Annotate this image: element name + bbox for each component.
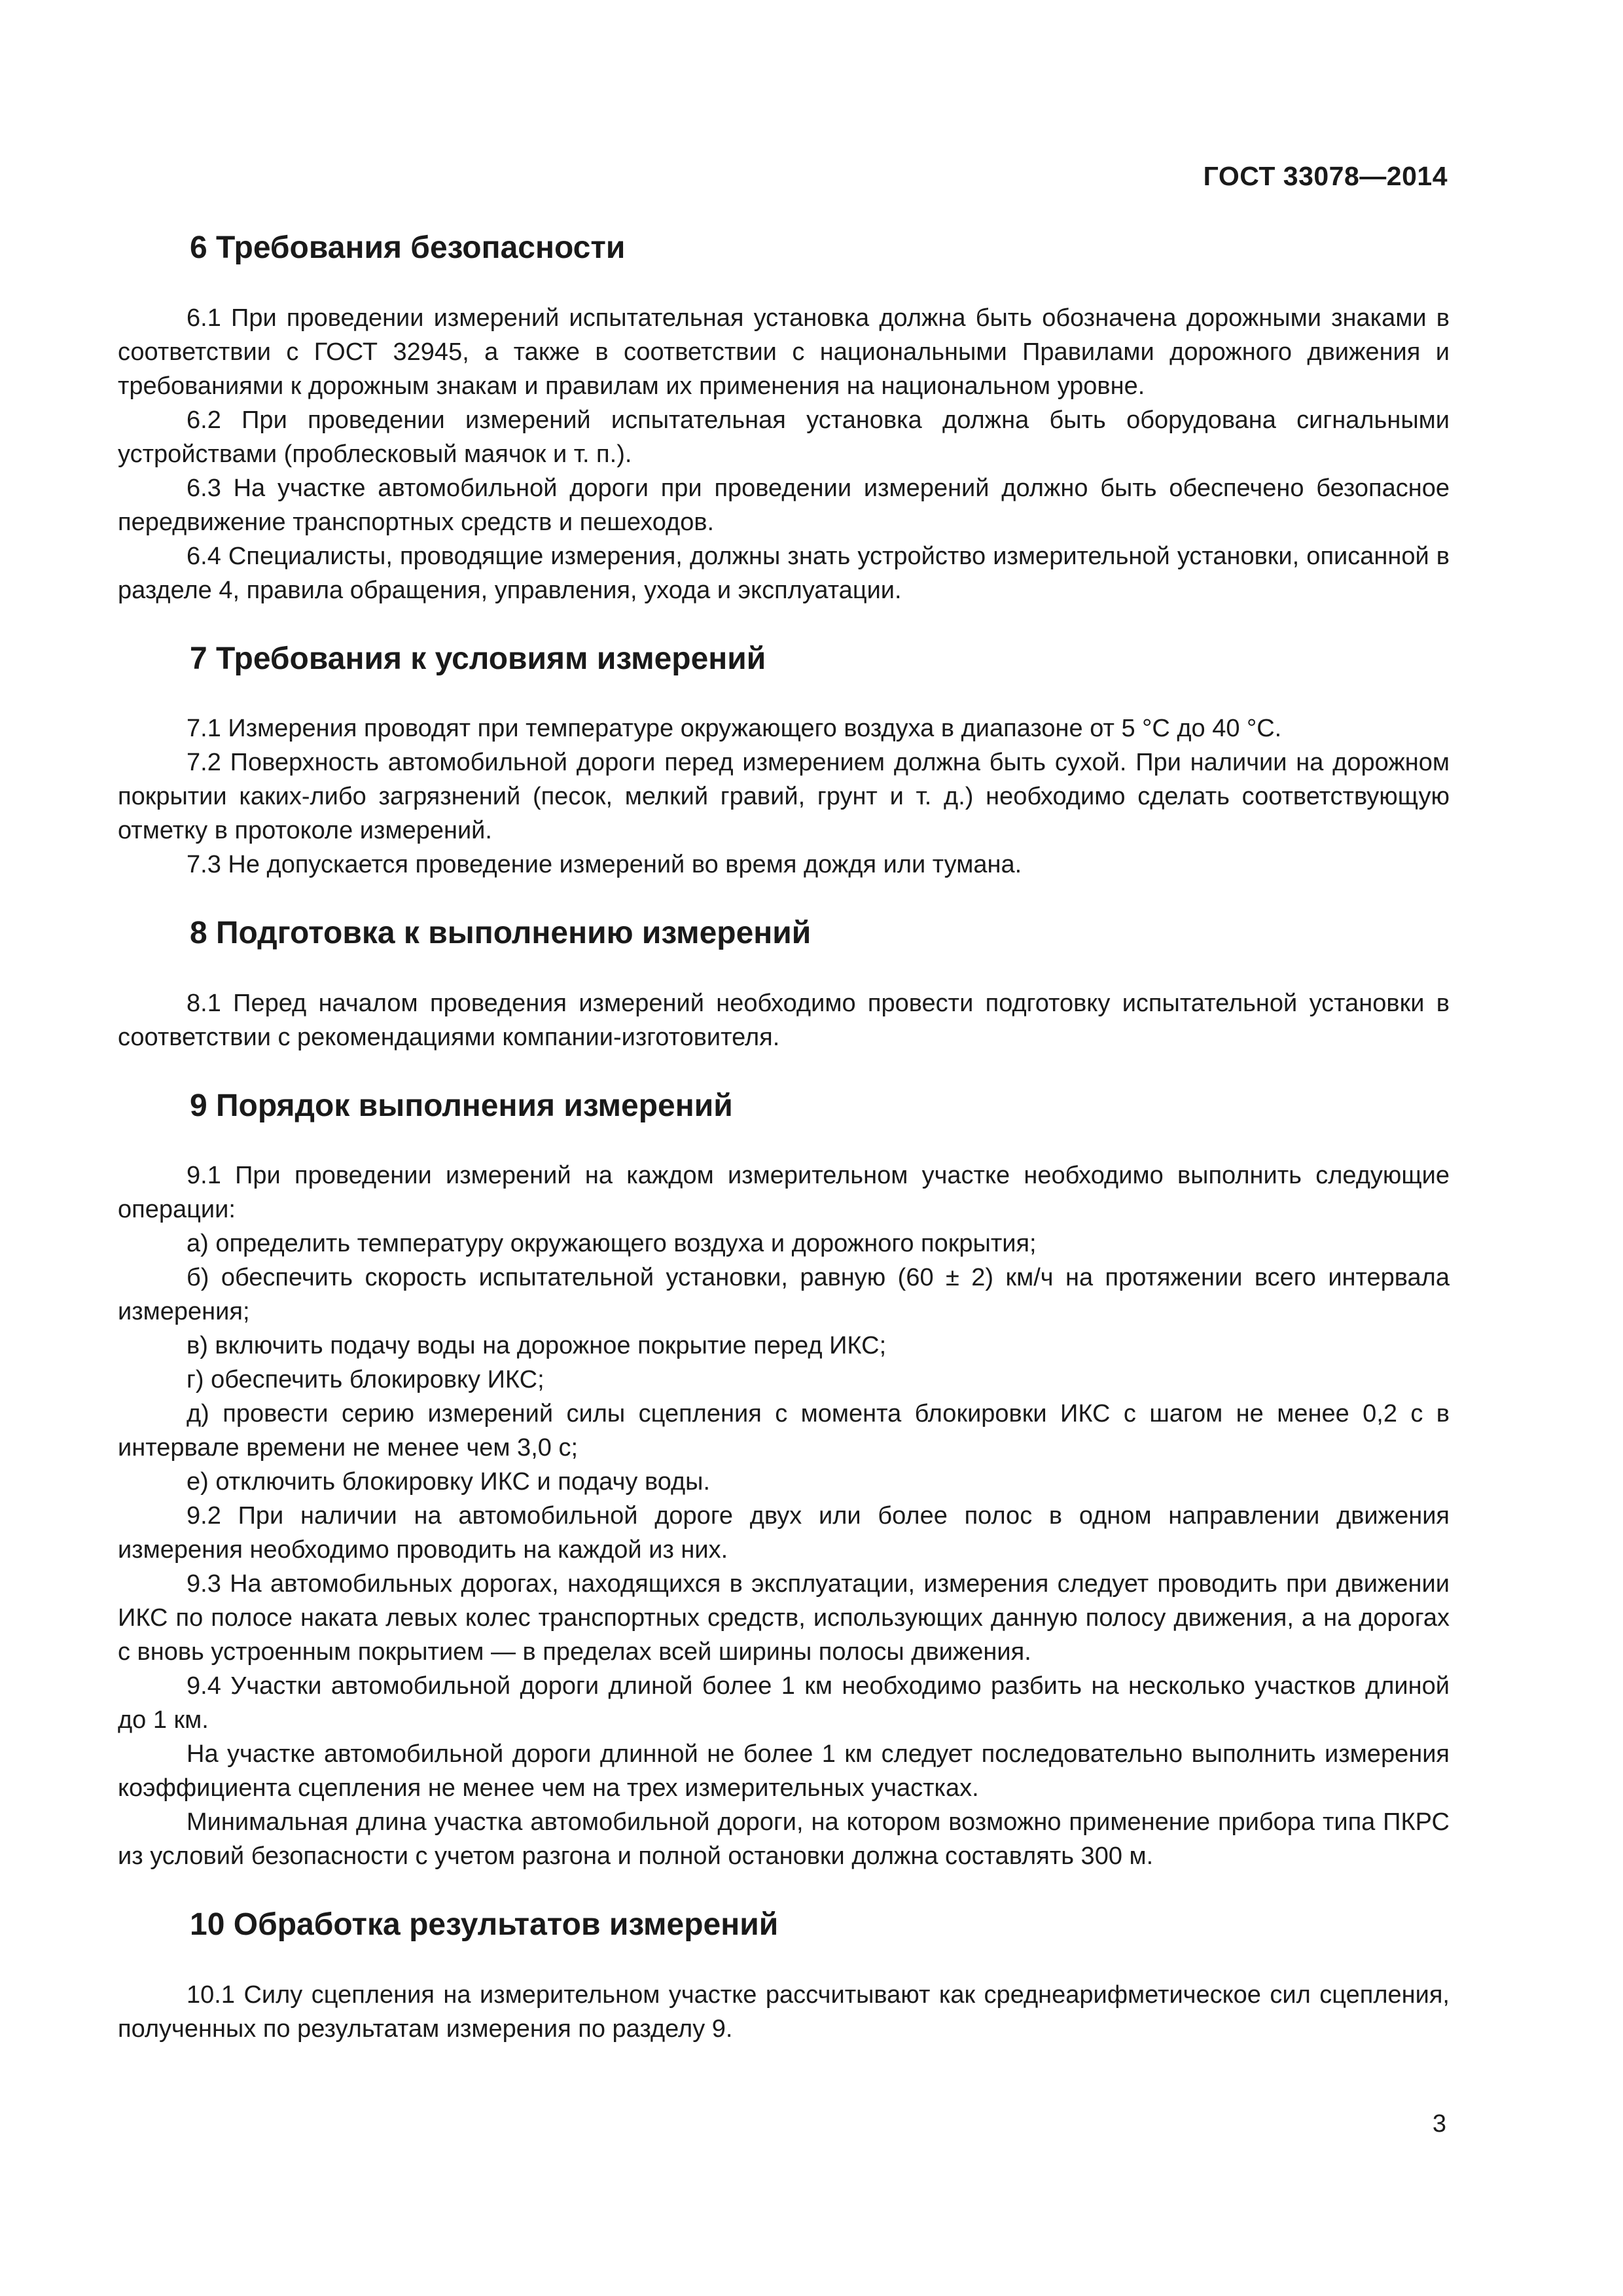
- paragraph-6-3: 6.3 На участке автомобильной дороги при проведении измерений должно быть обеспечено безопасное передвижение транспортных средств и пешеходов.: [118, 474, 1450, 536]
- paragraph-8-1: 8.1 Перед началом проведения измерений необходимо провести подготовку испытательной установки в соответствии с рекомендациями компании-изготовителя.: [118, 989, 1450, 1051]
- paragraph-9-3: 9.3 На автомобильных дорогах, находящихся в эксплуатации, измерения следует проводить при движении ИКС по полосе наката левых колес транспортных средств, использующих данную полосу движения, а на дорогах с вновь устроенным покрытием — в пределах всей ширины полосы движения.: [118, 1570, 1450, 1666]
- paragraph-9-2: 9.2 При наличии на автомобильной дороге двух или более полос в одном направлении движения измерения необходимо проводить на каждой из них.: [118, 1502, 1450, 1564]
- paragraph-6-4: 6.4 Специалисты, проводящие измерения, должны знать устройство измерительной установки, описанной в разделе 4, правила обращения, управления, ухода и эксплуатации.: [118, 542, 1450, 604]
- page-body: [118, 229, 1450, 2046]
- paragraph-7-1: 7.1 Измерения проводят при температуре окружающего воздуха в диапазоне от 5 °С до 40 °С.: [187, 715, 1282, 743]
- list-item-9-1-d: д) провести серию измерений силы сцепления с момента блокировки ИКС с шагом не менее 0,2 с в интервале времени не менее чем 3,0 с;: [118, 1400, 1450, 1462]
- document-id: ГОСТ 33078—2014: [1203, 161, 1448, 191]
- section-heading-10: 10 Обработка результатов измерений: [190, 1907, 779, 1943]
- section-heading-8: 8 Подготовка к выполнению измерений: [190, 916, 812, 951]
- section-heading-7: 7 Требования к условиям измерений: [190, 641, 766, 676]
- paragraph-6-2: 6.2 При проведении измерений испытательная установка должна быть оборудована сигнальными устройствами (проблесковый маячок и т. п.).: [118, 406, 1450, 468]
- paragraph-7-2: 7.2 Поверхность автомобильной дороги перед измерением должна быть сухой. При наличии на дорожном покрытии каких-либо загрязнений (песок, мелкий гравий, грунт и т. д.) необходимо сделать соответствующую отметку в протоколе измерений.: [118, 749, 1450, 845]
- list-item-9-1-b: б) обеспечить скорость испытательной установки, равную (60 ± 2) км/ч на протяжении всего интервала измерения;: [118, 1264, 1450, 1326]
- list-item-9-1-g: г) обеспечить блокировку ИКС;: [187, 1366, 544, 1394]
- list-item-9-1-v: в) включить подачу воды на дорожное покрытие перед ИКС;: [187, 1332, 887, 1360]
- paragraph-9-1: 9.1 При проведении измерений на каждом измерительном участке необходимо выполнить следующие операции:: [118, 1162, 1450, 1224]
- paragraph-9-4-cont-1: На участке автомобильной дороги длинной не более 1 км следует последовательно выполнить измерения коэффициента сцепления не менее чем на трех измерительных участках.: [118, 1740, 1450, 1803]
- list-item-9-1-a: а) определить температуру окружающего воздуха и дорожного покрытия;: [187, 1230, 1037, 1258]
- list-item-9-1-e: е) отключить блокировку ИКС и подачу воды.: [187, 1468, 711, 1496]
- paragraph-7-3: 7.3 Не допускается проведение измерений во время дождя или тумана.: [187, 851, 1022, 879]
- paragraph-10-1: 10.1 Силу сцепления на измерительном участке рассчитывают как среднеарифметическое сил сцепления, полученных по результатам измерения по разделу 9.: [118, 1981, 1450, 2043]
- paragraph-9-4-cont-2: Минимальная длина участка автомобильной дороги, на котором возможно применение прибора типа ПКРС из условий безопасности с учетом разгона и полной остановки должна составлять 300 м.: [118, 1808, 1450, 1871]
- section-heading-6: 6 Требования безопасности: [190, 230, 626, 265]
- section-heading-9: 9 Порядок выполнения измерений: [190, 1088, 733, 1123]
- page-number: 3: [1432, 2110, 1446, 2138]
- paragraph-6-1: 6.1 При проведении измерений испытательная установка должна быть обозначена дорожными знаками в соответствии с ГОСТ 32945, а также в соответствии с национальными Правилами дорожного движения и требованиями к дорожным знакам и правилам их применения на национальном уровне.: [118, 304, 1450, 400]
- paragraph-9-4: 9.4 Участки автомобильной дороги длиной более 1 км необходимо разбить на несколько участков длиной до 1 км.: [118, 1672, 1450, 1734]
